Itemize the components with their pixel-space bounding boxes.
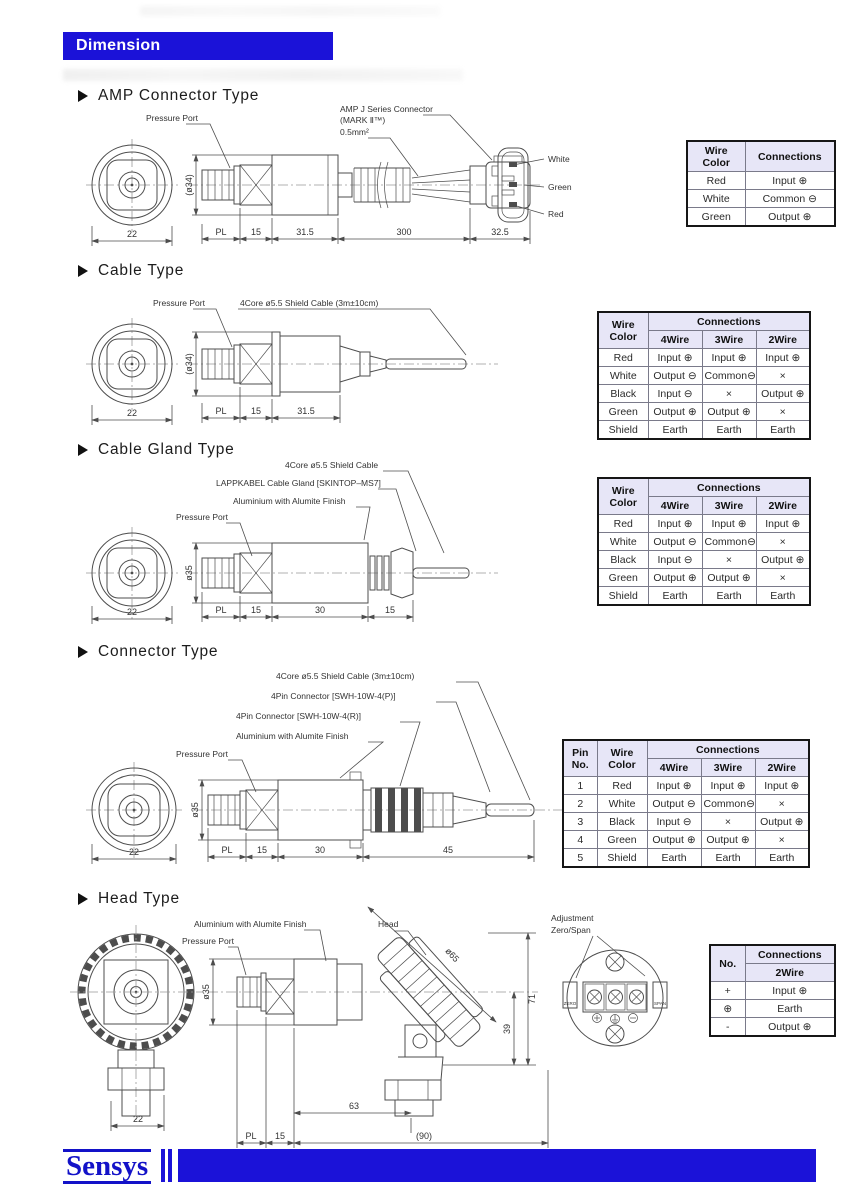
pressure-port-label: Pressure Port: [153, 298, 205, 308]
table-row: [598, 515, 810, 533]
dim-39: 39: [502, 1023, 512, 1035]
terminal-block: [583, 982, 647, 1012]
svg-text:22: 22: [128, 847, 140, 857]
svg-text:PL: PL: [221, 845, 233, 855]
table-row: [598, 569, 810, 587]
table-cell: Output ⊕: [647, 831, 701, 849]
table-cell: Output ⊕: [756, 385, 810, 403]
svg-text:22: 22: [126, 229, 138, 239]
head-adjustment-detail: [545, 910, 695, 1060]
svg-text:ø35: ø35: [190, 802, 200, 818]
dim-90: (90): [415, 1131, 433, 1141]
table-cell: Input ⊕: [648, 349, 702, 367]
column-header: Pin No.: [563, 740, 597, 777]
head-side-view: [201, 907, 548, 1148]
gland-connections-table: [597, 477, 811, 606]
svg-text:30: 30: [314, 605, 326, 615]
adjustment-label: Adjustment: [551, 913, 594, 923]
table-row: [563, 777, 809, 795]
amp-dim-chain: [202, 208, 530, 244]
svg-text:32.5: 32.5: [491, 227, 509, 237]
svg-text:31.5: 31.5: [297, 406, 315, 416]
table-cell: Output ⊕: [702, 403, 756, 421]
table-cell: Output ⊕: [701, 831, 755, 849]
table-cell: Output ⊕: [745, 1018, 835, 1037]
alumite-label: Aluminium with Alumite Finish: [194, 919, 307, 929]
table-cell: ×: [756, 533, 810, 551]
connector-labels: [176, 671, 530, 800]
amp-connector-mark-label: (MARK Ⅱ™): [340, 115, 386, 125]
column-header: Connections: [648, 312, 810, 331]
pressure-port-label: Pressure Port: [176, 512, 228, 522]
column-header: Connections: [648, 478, 810, 497]
column-header: Connections: [647, 740, 809, 759]
table-cell: ×: [701, 813, 755, 831]
zero-terminal: [563, 982, 577, 1008]
svg-text:PL: PL: [215, 406, 227, 416]
table-row: [598, 349, 810, 367]
column-header: 2Wire: [756, 331, 810, 349]
wire-gauge-label: 0.5mm²: [340, 127, 369, 137]
column-header: 4Wire: [648, 497, 702, 515]
table-cell: Output ⊕: [756, 551, 810, 569]
table-cell: Common⊖: [701, 795, 755, 813]
table-cell: Shield: [598, 587, 648, 606]
table-cell: Output ⊕: [745, 208, 835, 227]
table-cell: ×: [755, 831, 809, 849]
table-cell: Earth: [702, 421, 756, 440]
column-header: No.: [710, 945, 745, 982]
footer-bar: [178, 1149, 816, 1182]
shield-cable-label: 4Core ø5.5 Shield Cable (3m±10cm): [276, 671, 415, 681]
amp-side-view: [146, 104, 540, 244]
table-cell: Red: [598, 349, 648, 367]
pin-connector-p-label: 4Pin Connector [SWH-10W-4(P)]: [271, 691, 396, 701]
svg-text:(ø34): (ø34): [184, 174, 194, 196]
alumite-label: Aluminium with Alumite Finish: [236, 731, 349, 741]
table-cell: Output ⊖: [648, 367, 702, 385]
column-header: 2Wire: [755, 759, 809, 777]
table-row: [598, 403, 810, 421]
svg-text:PL: PL: [215, 227, 227, 237]
table-cell: Input ⊕: [702, 515, 756, 533]
footer-stripes: [161, 1149, 174, 1182]
table-cell: Common ⊖: [745, 190, 835, 208]
pin-label-red: Red: [548, 209, 564, 219]
cable-side-view: [153, 298, 498, 423]
cable-drawing: [78, 283, 538, 435]
table-cell: 5: [563, 849, 597, 868]
table-cell: Earth: [702, 587, 756, 606]
table-cell: Input ⊕: [755, 777, 809, 795]
svg-text:15: 15: [256, 845, 268, 855]
table-row: [598, 421, 810, 440]
table-cell: 1: [563, 777, 597, 795]
table-cell: ×: [702, 551, 756, 569]
column-header: Wire Color: [687, 141, 745, 172]
svg-text:15: 15: [384, 605, 396, 615]
earth-symbol-icon: [611, 1015, 620, 1024]
table-cell: Output ⊖: [648, 533, 702, 551]
head-connections-table: [709, 944, 836, 1037]
svg-text:15: 15: [250, 406, 262, 416]
minus-symbol-icon: [629, 1014, 638, 1023]
table-row: [598, 587, 810, 606]
table-row: [710, 1018, 835, 1037]
table-cell: Green: [598, 569, 648, 587]
table-cell: ×: [755, 795, 809, 813]
page-title: Dimension: [63, 32, 333, 60]
table-row: [598, 551, 810, 569]
table-row: [563, 795, 809, 813]
shield-cable-label: 4Core ø5.5 Shield Cable (3m±10cm): [240, 298, 379, 308]
svg-text:45: 45: [442, 845, 454, 855]
plus-symbol-icon: [593, 1014, 602, 1023]
svg-text:15: 15: [250, 605, 262, 615]
table-cell: Red: [598, 515, 648, 533]
table-cell: Earth: [755, 849, 809, 868]
table-cell: Input ⊕: [701, 777, 755, 795]
column-header: 2Wire: [756, 497, 810, 515]
table-cell: Green: [598, 403, 648, 421]
table-cell: ×: [756, 403, 810, 421]
table-row: [687, 172, 835, 190]
section-title-label: Cable Type: [98, 262, 185, 279]
dim-63: 63: [348, 1101, 360, 1111]
svg-text:300: 300: [396, 227, 412, 237]
triangle-bullet-icon: [78, 265, 88, 277]
pressure-port-label: Pressure Port: [176, 749, 228, 759]
footer-logo: [63, 1149, 151, 1184]
table-cell: Earth: [756, 421, 810, 440]
table-row: [598, 385, 810, 403]
gland-front-view: [86, 527, 178, 624]
section-title-amp: [78, 87, 259, 105]
section-title-label: Head Type: [98, 890, 180, 907]
table-cell: Black: [598, 551, 648, 569]
amp-connections-table: [686, 140, 836, 227]
table-cell: Input ⊕: [648, 515, 702, 533]
section-title-cable: [78, 262, 184, 280]
table-row: [563, 831, 809, 849]
table-cell: White: [598, 367, 648, 385]
table-cell: White: [597, 795, 647, 813]
scan-artifact: [140, 6, 440, 16]
cable-front-view: [86, 318, 178, 425]
svg-text:PL: PL: [245, 1131, 257, 1141]
dim-dia65: ø65: [443, 945, 462, 965]
table-cell: Green: [597, 831, 647, 849]
section-title-connector: [78, 643, 218, 661]
table-cell: Output ⊕: [648, 569, 702, 587]
table-cell: Input ⊕: [756, 515, 810, 533]
svg-text:15: 15: [250, 227, 262, 237]
table-cell: Input ⊕: [745, 982, 835, 1000]
triangle-bullet-icon: [78, 90, 88, 102]
table-cell: Earth: [648, 587, 702, 606]
svg-text:ø35: ø35: [184, 565, 194, 581]
column-header: Connections: [745, 945, 835, 964]
dim-71: 71: [527, 993, 537, 1005]
table-cell: Output ⊕: [755, 813, 809, 831]
screw-icon: [606, 953, 624, 971]
head-labels: [182, 919, 426, 975]
connector-connections-table: [562, 739, 810, 868]
table-cell: Red: [597, 777, 647, 795]
table-cell: ×: [756, 569, 810, 587]
svg-text:(ø34): (ø34): [184, 353, 194, 375]
triangle-bullet-icon: [78, 444, 88, 456]
section-title-label: Connector Type: [98, 643, 219, 660]
table-cell: Earth: [756, 587, 810, 606]
cable-gland-label: LAPPKABEL Cable Gland [SKINTOP–MS7]: [216, 478, 381, 488]
svg-text:ZERO: ZERO: [563, 1001, 577, 1006]
table-row: [710, 1000, 835, 1018]
table-cell: 3: [563, 813, 597, 831]
table-cell: Input ⊕: [647, 777, 701, 795]
column-header: Connections: [745, 141, 835, 172]
table-cell: 4: [563, 831, 597, 849]
table-row: [563, 813, 809, 831]
table-cell: ⊕: [710, 1000, 745, 1018]
section-title-label: Cable Gland Type: [98, 441, 235, 458]
head-front-view: [70, 925, 202, 1131]
table-cell: Shield: [598, 421, 648, 440]
table-cell: Black: [598, 385, 648, 403]
column-header: 3Wire: [701, 759, 755, 777]
polarity-symbols: [593, 1014, 638, 1024]
column-header: 3Wire: [702, 497, 756, 515]
alumite-label: Aluminium with Alumite Finish: [233, 496, 346, 506]
table-row: [687, 190, 835, 208]
svg-text:22: 22: [126, 408, 138, 418]
table-cell: Black: [597, 813, 647, 831]
column-header: 4Wire: [648, 331, 702, 349]
table-cell: ×: [702, 385, 756, 403]
table-cell: White: [687, 190, 745, 208]
svg-text:22: 22: [126, 607, 138, 617]
table-cell: Input ⊖: [648, 551, 702, 569]
table-cell: Input ⊕: [756, 349, 810, 367]
svg-text:ø35: ø35: [201, 984, 211, 1000]
column-header: 4Wire: [647, 759, 701, 777]
head-label: Head: [378, 919, 399, 929]
pressure-port-label: Pressure Port: [182, 936, 234, 946]
svg-text:31.5: 31.5: [296, 227, 314, 237]
gland-drawing: [78, 458, 548, 628]
column-header: 3Wire: [702, 331, 756, 349]
table-cell: 2: [563, 795, 597, 813]
screw-icon: [606, 1025, 624, 1043]
table-cell: Input ⊕: [745, 172, 835, 190]
pin-connector-r-label: 4Pin Connector [SWH-10W-4(R)]: [236, 711, 362, 721]
span-terminal: [653, 982, 667, 1008]
zero-span-label: Zero/Span: [551, 925, 591, 935]
gland-labels: [176, 460, 444, 556]
table-row: [687, 208, 835, 227]
table-cell: Output ⊕: [648, 403, 702, 421]
connector-drawing: [78, 660, 638, 870]
column-header: Wire Color: [598, 312, 648, 349]
table-cell: ×: [756, 367, 810, 385]
pin-label-green: Green: [548, 182, 572, 192]
connector-front-view: [86, 762, 182, 864]
gland-dim-chain: [202, 592, 413, 622]
shield-cable-label: 4Core ø5.5 Shield Cable: [285, 460, 379, 470]
table-cell: Output ⊖: [647, 795, 701, 813]
table-cell: Earth: [701, 849, 755, 868]
table-cell: Input ⊖: [648, 385, 702, 403]
svg-text:30: 30: [314, 845, 326, 855]
table-cell: Input ⊕: [702, 349, 756, 367]
head-drawing: [58, 905, 558, 1160]
pin-label-white: White: [548, 154, 570, 164]
table-cell: White: [598, 533, 648, 551]
svg-text:22: 22: [132, 1114, 144, 1124]
table-row: [598, 367, 810, 385]
table-cell: +: [710, 982, 745, 1000]
svg-text:PL: PL: [215, 605, 227, 615]
svg-text:SPAN: SPAN: [654, 1001, 666, 1006]
amp-connector-label: AMP J Series Connector: [340, 104, 433, 114]
triangle-bullet-icon: [78, 646, 88, 658]
section-title-gland: [78, 441, 235, 459]
pressure-port-label: Pressure Port: [146, 113, 198, 123]
amp-front-view: [86, 139, 178, 246]
column-header: 2Wire: [745, 964, 835, 982]
table-cell: Common⊖: [702, 367, 756, 385]
column-header: Wire Color: [598, 478, 648, 515]
cable-connections-table: [597, 311, 811, 440]
table-cell: Red: [687, 172, 745, 190]
table-cell: Earth: [648, 421, 702, 440]
table-cell: Green: [687, 208, 745, 227]
connector-side-view: [190, 772, 618, 862]
svg-text:15: 15: [274, 1131, 286, 1141]
table-row: [563, 849, 809, 868]
table-cell: Shield: [597, 849, 647, 868]
table-cell: Earth: [745, 1000, 835, 1018]
column-header: Wire Color: [597, 740, 647, 777]
scan-artifact: [63, 69, 463, 81]
table-cell: Output ⊕: [702, 569, 756, 587]
triangle-bullet-icon: [78, 893, 88, 905]
table-row: [710, 982, 835, 1000]
gland-side-view: [184, 543, 498, 622]
section-title-label: AMP Connector Type: [98, 87, 260, 104]
table-row: [598, 533, 810, 551]
amp-drawing: [78, 104, 663, 254]
table-cell: Common⊖: [702, 533, 756, 551]
table-cell: Input ⊖: [647, 813, 701, 831]
brand-logo: Sensys: [63, 1149, 151, 1184]
table-cell: Earth: [647, 849, 701, 868]
table-cell: -: [710, 1018, 745, 1037]
